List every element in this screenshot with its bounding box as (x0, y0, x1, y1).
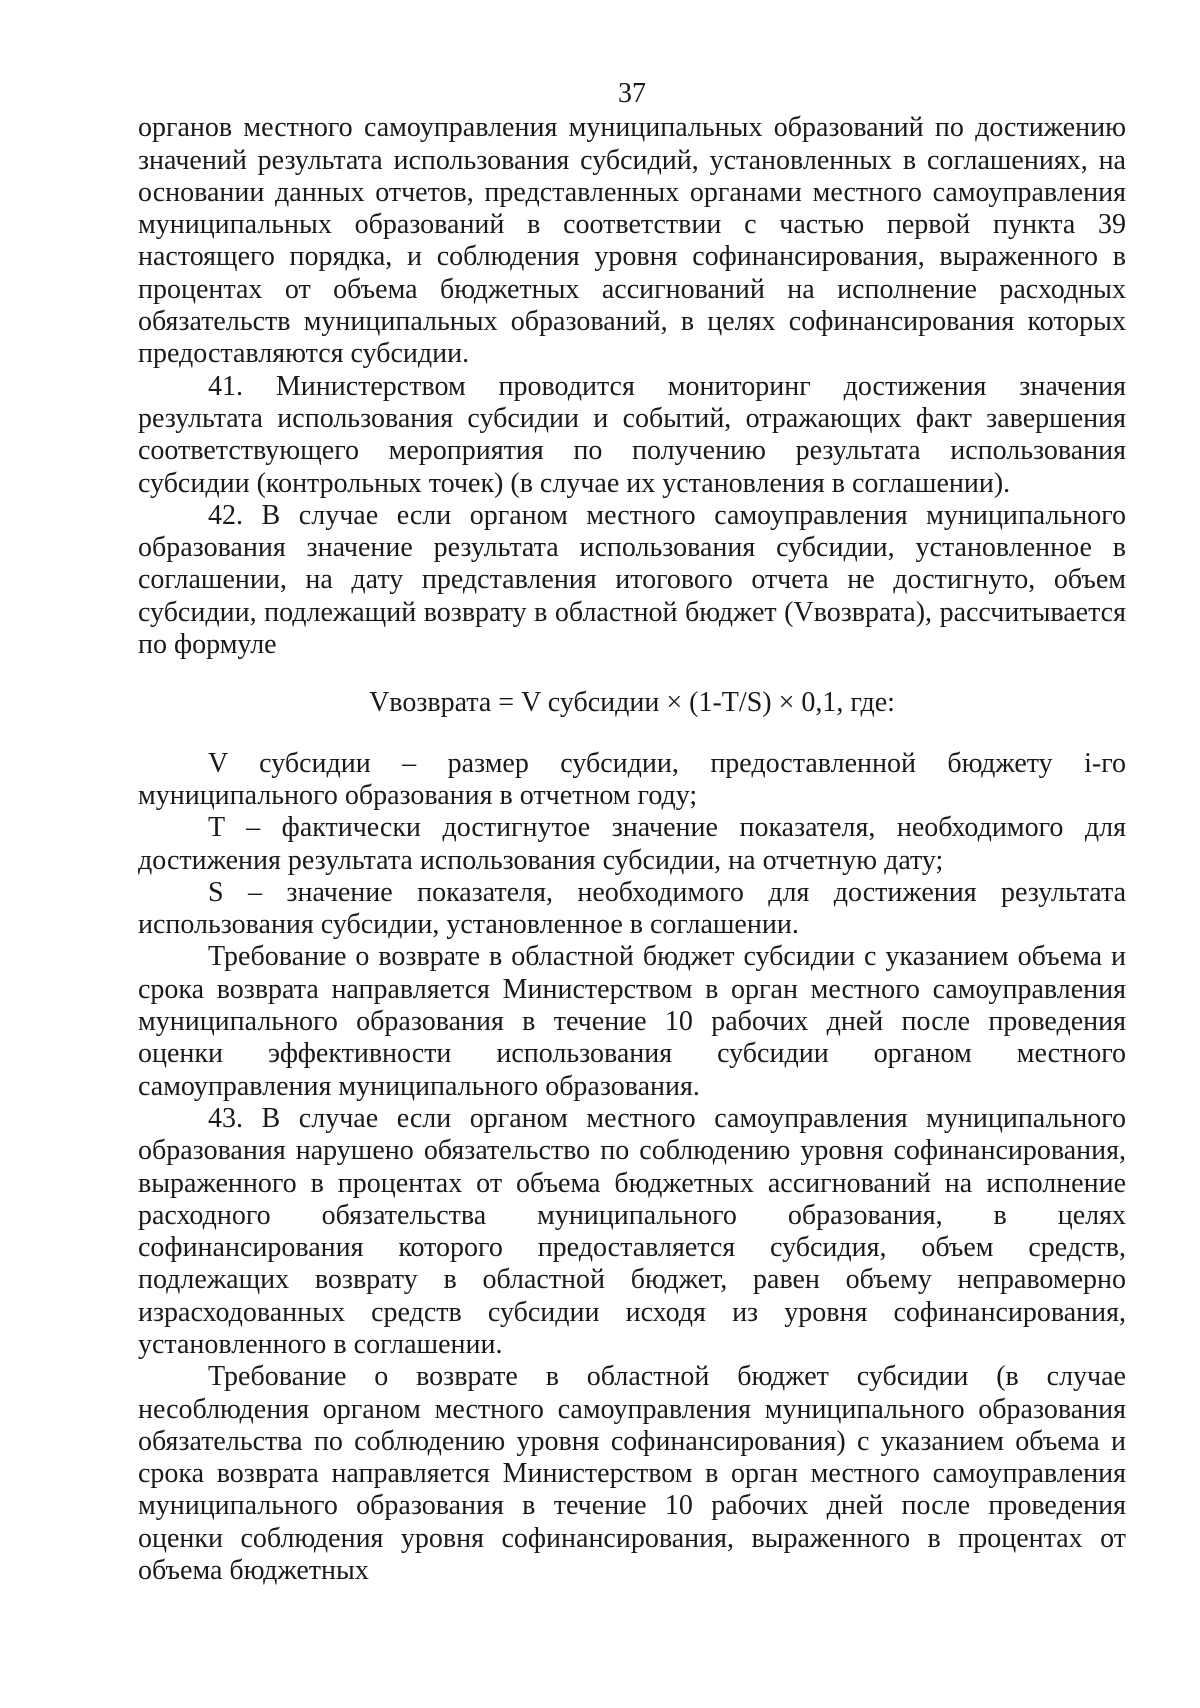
definition-v-subsidy: V субсидии – размер субсидии, предоставленной бюджету i-го муниципального образования в отчетном году; (138, 747, 1126, 811)
definition-s: S – значение показателя, необходимого для достижения результата использования субсидии, установленное в соглашении. (138, 876, 1126, 941)
paragraph-42: 42. В случае если органом местного самоуправления муниципального образования значение результата использования субсидии, установленное в соглашении, на дату представления итогового отчета не достигнуто, объем субсидии, подлежащий возврату в областной бюджет (Vвозврата), рассчитывается по формуле (138, 499, 1126, 661)
formula: Vвозврата = V субсидии × (1-T/S) × 0,1, где: (369, 687, 895, 719)
definition-t: T – фактически достигнутое значение показателя, необходимого для достижения результата использования субсидии, на отчетную дату; (138, 812, 1126, 876)
paragraph-43: 43. В случае если органом местного самоуправления муниципального образования нарушено обязательство по соблюдению уровня софинансирования, выраженного в процентах от объема бюджетных ассигнований на исполнение расходного обязательства муниципального образования, в целях софинансирования которого предоставляется субсидия, объем средств, подлежащих возврату в областной бюджет, равен объему неправомерно израсходованных средств субсидии исходя из уровня софинансирования, установленного в соглашении. (138, 1102, 1126, 1360)
paragraph-41: 41. Министерством проводится мониторинг достижения значения результата использования субсидии и событий, отражающих факт завершения соответствующего мероприятия по получению результата использования субсидии (контрольных точек) (в случае их установления в соглашении). (138, 370, 1126, 499)
page-number: 37 (618, 78, 646, 109)
paragraph-continuation: органов местного самоуправления муниципальных образований по достижению значений результата использования субсидий, установленных в соглашениях, на основании данных отчетов, представленных органами местного самоуправления муниципальных образований в соответствии с частью первой пункта 39 настоящего порядка, и соблюдения уровня софинансирования, выраженного в процентах от объема бюджетных ассигнований на исполнение расходных обязательств муниципальных образований, в целях софинансирования которых предоставляются субсидии. (138, 112, 1126, 370)
paragraph-return-requirement: Требование о возврате в областной бюджет субсидии с указанием объема и срока возврата направляется Министерством в орган местного самоуправления муниципального образования в течение 10 рабочих дней после проведения оценки эффективности использования субсидии органом местного самоуправления муниципального образования. (138, 941, 1126, 1102)
paragraph-return-requirement-cofinancing: Требование о возврате в областной бюджет субсидии (в случае несоблюдения органом местного самоуправления муниципального образования обязательства по соблюдению уровня софинансирования) с указанием объема и срока возврата направляется Министерством в орган местного самоуправления муниципального образования в течение 10 рабочих дней после проведения оценки соблюдения уровня софинансирования, выраженного в процентах от объема бюджетных (138, 1361, 1126, 1587)
document-page (138, 78, 1126, 1587)
